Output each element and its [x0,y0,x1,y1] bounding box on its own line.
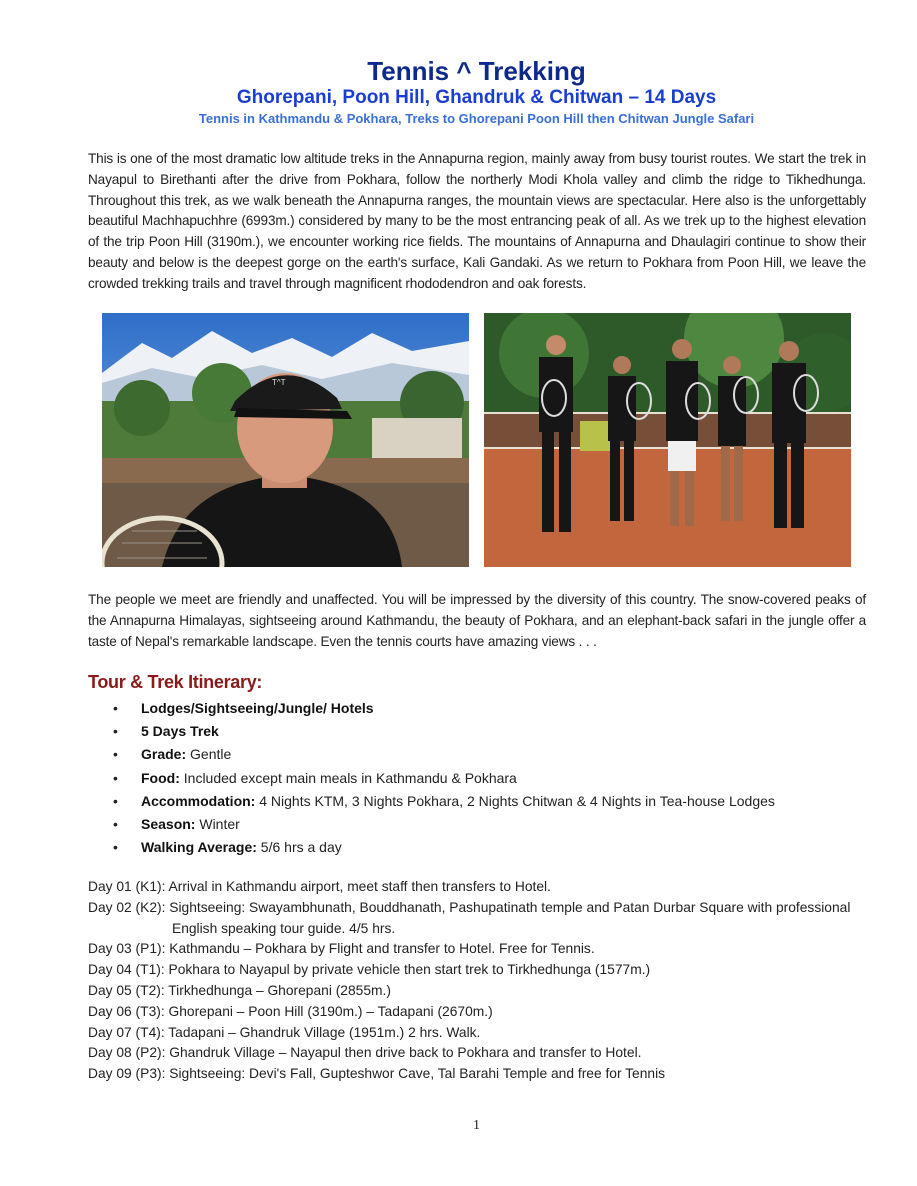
itinerary-day: Day 05 (T2): Tirkhedhunga – Ghorepani (2855m.) [88,982,391,998]
list-item: • Food: Included except main meals in Kathmandu & Pokhara [113,767,775,790]
bullet-icon: • [113,815,118,832]
bullet-icon: • [113,723,118,740]
bullet-icon: • [113,769,118,786]
list-item: • Grade: Gentle [113,743,775,766]
closing-paragraph: The people we meet are friendly and unaffected. You will be impressed by the diversity of this country. The snow-covered peaks of the Annapurna Himalayas, sightseeing around Kathmandu, the beauty of Pokhara, and an elephant-back safari in the jungle offer a taste of Nepal's remarkable landscape. Even the tennis courts have amazing views . . . [88,592,866,649]
page-subtitle: Ghorepani, Poon Hill, Ghandruk & Chitwan – 14 Days [236,87,717,108]
itinerary-day: Day 01 (K1): Arrival in Kathmandu airport, meet staff then transfers to Hotel. [88,879,551,894]
itinerary-day: Day 02 (K2): Sightseeing: Swayambhunath, Bouddhanath, Pashupatinath temple and Patan Durbar Square with professional [88,899,851,915]
itinerary-day: Day 09 (P3): Sightseeing: Devi's Fall, Gupteshwor Cave, Tal Barahi Temple and free for Tennis [88,1066,666,1082]
bullet-icon: • [113,839,118,856]
photo-tennis-player-mountains [102,313,469,567]
itinerary-day-continuation: English speaking tour guide. 4/5 hrs. [172,920,396,936]
list-item: • Season: Winter [113,813,775,836]
page-number: 1 [473,1118,480,1133]
itinerary-heading: Tour & Trek Itinerary: [88,672,263,692]
trip-facts-list [113,697,775,859]
itinerary-day: Day 04 (T1): Pokhara to Nayapul by private vehicle then start trek to Tirkhedhunga (1577m.) [88,962,651,978]
page-title: Tennis ^ Trekking [367,56,586,86]
list-item: • Walking Average: 5/6 hrs a day [113,836,775,859]
bullet-icon: • [113,700,118,716]
itinerary-day: Day 06 (T3): Ghorepani – Poon Hill (3190m.) – Tadapani (2670m.) [88,1003,493,1019]
list-item: • Lodges/Sightseeing/Jungle/ Hotels [113,697,775,720]
itinerary-day: Day 08 (P2): Ghandruk Village – Nayapul then drive back to Pokhara and transfer to Hotel. [88,1045,642,1061]
bullet-icon: • [113,792,118,809]
page-tagline: Tennis in Kathmandu & Pokhara, Treks to Ghorepani Poon Hill then Chitwan Jungle Safari [198,111,755,126]
intro-paragraph: This is one of the most dramatic low altitude treks in the Annapurna region, mainly away from busy tourist routes. We start the trek in Nayapul to Birethanti after the drive from Pokhara, follow the northerly Modi Khola valley and climb the ridge to Tikhedhunga. Throughout this trek, as we walk beneath the Annapurna ranges, the mountain views are spectacular. Here also is the unforgettably beautiful Machhapuchhre (6993m.) considered by many to be the most entrancing peak of all. As we trek up to the highest elevation of the trip Poon Hill (3190m.), we encounter working rice fields. The mountains of Annapurna and Dhaulagiri continue to show their beauty and below is the deepest gorge on the earth's surface, Kali Gandaki. As we return to Pokhara from Poon Hill, we leave the crowded trekking trails and travel through magnificent rhododendron and oak forests. [88,151,866,291]
day-by-day-itinerary [88,877,850,1085]
itinerary-day: Day 07 (T4): Tadapani – Ghandruk Village (1951m.) 2 hrs. Walk. [88,1024,481,1040]
list-item: • 5 Days Trek [113,720,775,743]
photo-tennis-group-court [484,313,851,567]
itinerary-day: Day 03 (P1): Kathmandu – Pokhara by Flight and transfer to Hotel. Free for Tennis. [88,941,595,957]
bullet-icon: • [113,746,118,763]
cap-logo-text: T^T [272,378,286,387]
list-item: • Accommodation: 4 Nights KTM, 3 Nights Pokhara, 2 Nights Chitwan & 4 Nights in Tea-house Lodges [113,790,775,813]
